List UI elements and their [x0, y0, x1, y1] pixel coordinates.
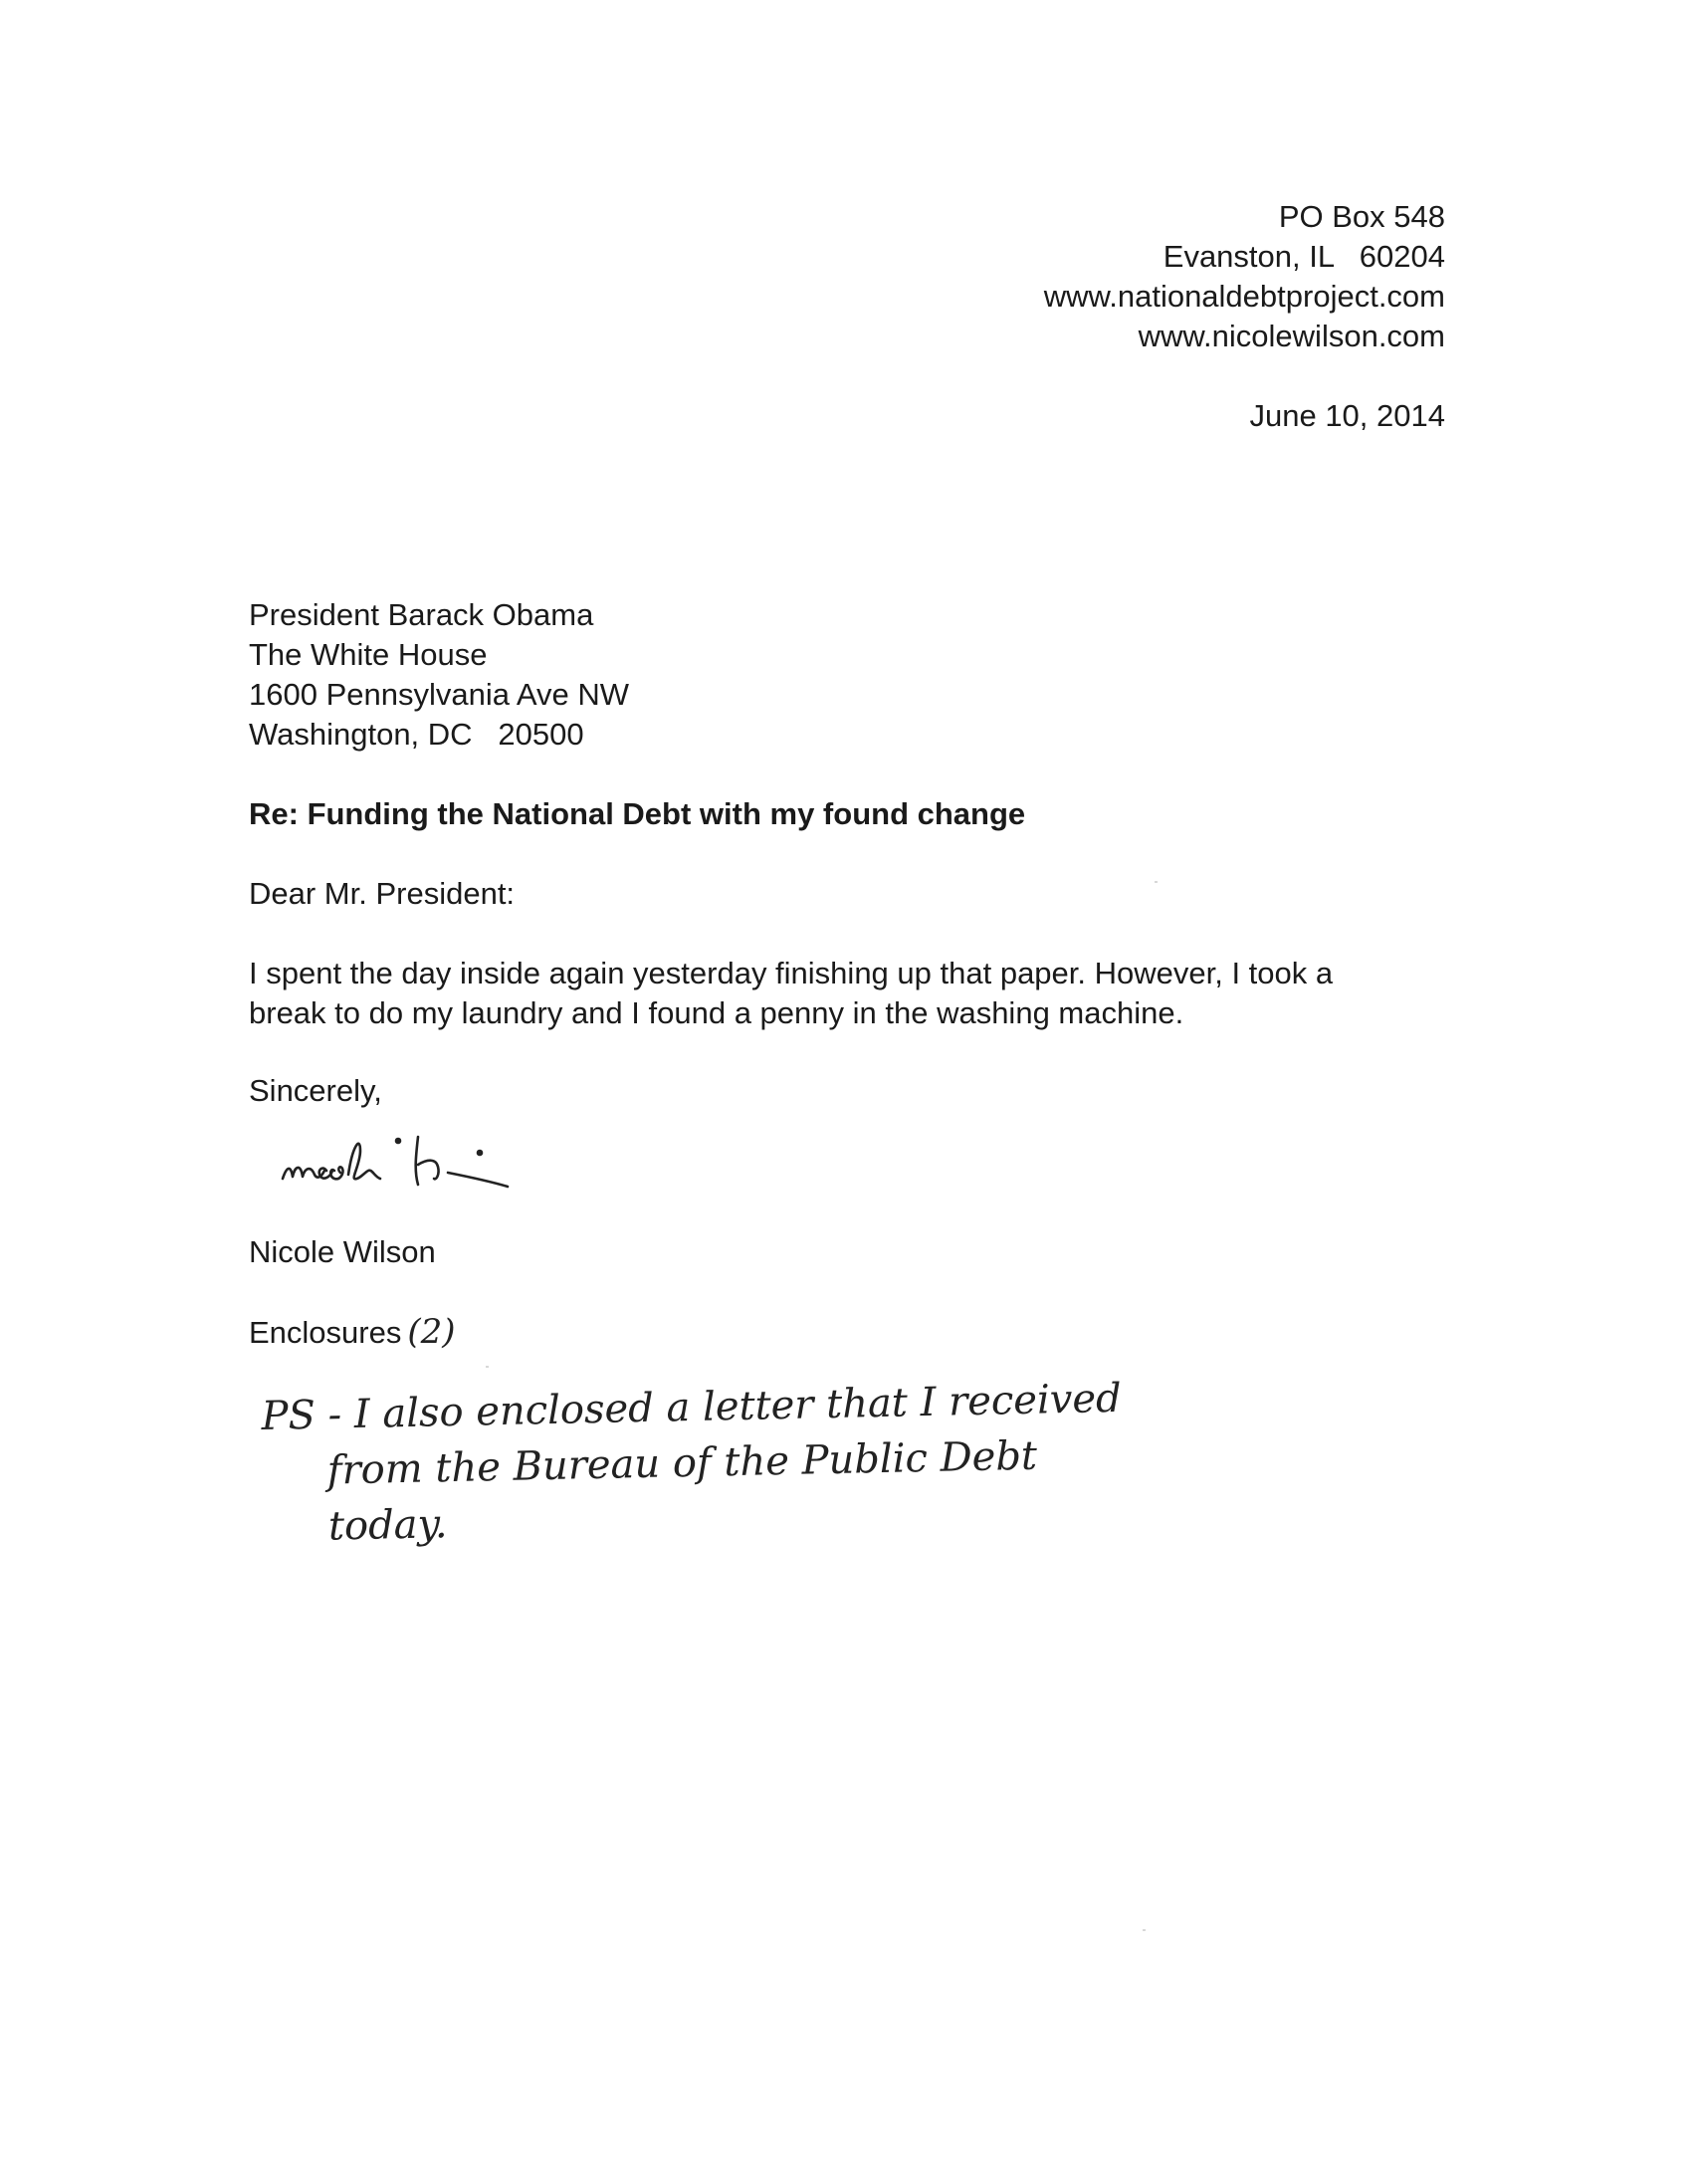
recipient-org: The White House: [249, 637, 488, 672]
body-line-2: break to do my laundry and I found a penny in the washing machine.: [249, 995, 1184, 1030]
handwritten-signature: [269, 1107, 607, 1206]
body-line-1: I spent the day inside again yesterday finishing up that paper. However, I took a: [249, 956, 1334, 990]
letter-date: June 10, 2014: [1249, 398, 1445, 433]
enclosures-label: Enclosures: [249, 1315, 402, 1350]
recipient-street: 1600 Pennsylvania Ave NW: [249, 677, 629, 712]
letter-body: [249, 954, 1463, 1033]
scan-speck: [486, 1366, 489, 1368]
salutation: Dear Mr. President:: [249, 876, 516, 911]
sender-address-block: [1044, 197, 1445, 356]
recipient-address-block: [249, 595, 629, 755]
closing: Sincerely,: [249, 1073, 382, 1108]
postscript-line-2: from the Bureau of the Public Debt: [326, 1432, 1038, 1494]
postscript-line-1: PS - I also enclosed a letter that I received: [261, 1375, 1123, 1439]
sender-website-2: www.nicolewilson.com: [1138, 319, 1445, 353]
recipient-city: Washington, DC 20500: [249, 717, 584, 752]
sender-address-line2: Evanston, IL 60204: [1163, 239, 1445, 274]
signer-name: Nicole Wilson: [249, 1234, 436, 1269]
enclosures-line: [249, 1312, 456, 1352]
handwritten-postscript: [261, 1368, 1259, 1556]
postscript-line-3: today.: [327, 1501, 448, 1550]
subject-line: Re: Funding the National Debt with my found change: [249, 796, 1026, 831]
recipient-name: President Barack Obama: [249, 597, 594, 632]
scan-speck: [1143, 1929, 1146, 1931]
scan-speck: [1155, 881, 1158, 883]
sender-address-line1: PO Box 548: [1278, 199, 1445, 234]
enclosures-count-handwritten: (2): [407, 1312, 456, 1352]
sender-website-1: www.nationaldebtproject.com: [1043, 279, 1445, 314]
